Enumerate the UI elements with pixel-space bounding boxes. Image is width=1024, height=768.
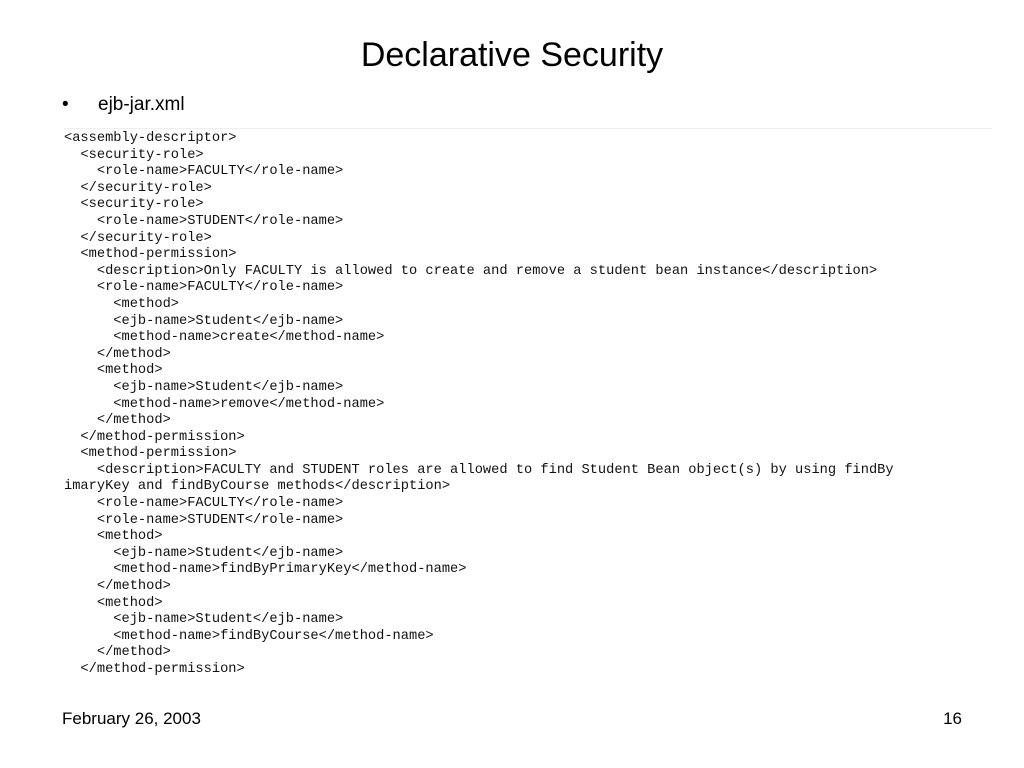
page-number: 16 [943, 709, 962, 728]
code-line: </method> [64, 645, 171, 661]
code-line: <method-name>create</method-name> [64, 330, 385, 346]
code-line: <ejb-name>Student</ejb-name> [64, 612, 344, 628]
code-line: <description>FACULTY and STUDENT roles are allowed to find Student Bean object(s) by using findBy [64, 462, 894, 478]
code-line: <security-role> [64, 197, 204, 213]
code-line: <method-name>findByCourse</method-name> [64, 628, 434, 644]
code-line: <method-name>findByPrimaryKey</method-name> [64, 562, 467, 578]
code-line: </method-permission> [64, 429, 245, 445]
code-line: <method> [64, 296, 179, 312]
xml-code-block [64, 128, 992, 685]
code-line: </method> [64, 413, 171, 429]
code-line: <method-name>remove</method-name> [64, 396, 385, 412]
code-line: <method> [64, 363, 163, 379]
code-line: </method> [64, 346, 171, 362]
code-line: <role-name>FACULTY</role-name> [64, 496, 344, 512]
code-line: <ejb-name>Student</ejb-name> [64, 545, 344, 561]
code-line: </method> [64, 579, 171, 595]
code-line: </security-role> [64, 230, 212, 246]
code-line: <role-name>STUDENT</role-name> [64, 213, 344, 229]
code-line: <description>Only FACULTY is allowed to create and remove a student bean instance</description> [64, 263, 878, 279]
bullet-item [62, 93, 185, 117]
code-line: <assembly-descriptor> [64, 131, 237, 146]
slide-title: Declarative Security [360, 36, 664, 74]
code-line: <ejb-name>Student</ejb-name> [64, 313, 344, 329]
code-line: </security-role> [64, 180, 212, 196]
code-line: <method-permission> [64, 446, 237, 462]
code-line: <method> [64, 529, 163, 545]
code-line: <role-name>FACULTY</role-name> [64, 280, 344, 296]
code-line: <method-permission> [64, 247, 237, 263]
bullet-text: ejb-jar.xml [98, 94, 185, 115]
code-line: imaryKey and findByCourse methods</description> [64, 479, 451, 495]
code-line: <role-name>FACULTY</role-name> [64, 164, 344, 180]
footer-date: February 26, 2003 [62, 709, 201, 728]
bullet-icon: • [62, 94, 69, 115]
code-line: <method> [64, 595, 163, 611]
code-line: </method-permission> [64, 662, 245, 677]
code-line: <security-role> [64, 147, 204, 163]
code-line: <ejb-name>Student</ejb-name> [64, 379, 344, 395]
code-line: <role-name>STUDENT</role-name> [64, 512, 344, 528]
